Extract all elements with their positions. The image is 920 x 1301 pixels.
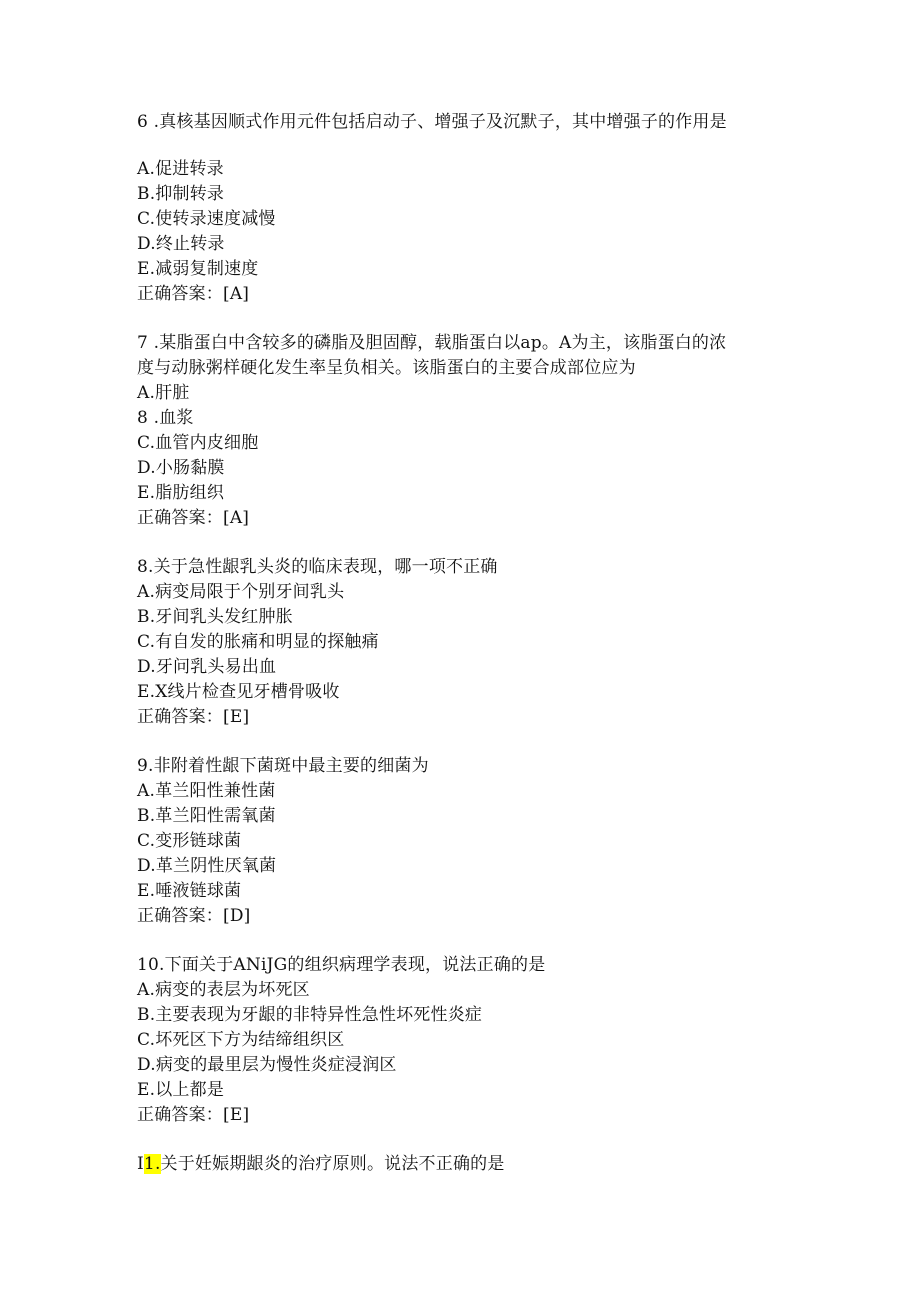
option-c: C.使转录速度减慢 xyxy=(137,209,276,229)
spacer xyxy=(137,929,797,953)
question-stem: 8.关于急性龈乳头炎的临床表现，哪一项不正确 xyxy=(137,557,498,577)
option-a: A.病变的表层为坏死区 xyxy=(137,980,310,1000)
option-b: B.主要表现为牙龈的非特异性急性坏死性炎症 xyxy=(137,1005,483,1025)
question-stem: 10.下面关于ANiJG的组织病理学表现，说法正确的是 xyxy=(137,955,546,975)
question-8 xyxy=(137,555,797,730)
spacer xyxy=(137,1128,797,1152)
option-b: B.抑制转录 xyxy=(137,184,225,204)
question-stem-line-1: 7 .某脂蛋白中含较多的磷脂及胆固醇，载脂蛋白以ap。A为主，该脂蛋白的浓 xyxy=(137,333,727,353)
option-e: E.以上都是 xyxy=(137,1080,225,1100)
option-d: D.革兰阴性厌氧菌 xyxy=(137,856,277,876)
answer-line: 正确答案：[A] xyxy=(137,284,250,304)
option-b: B.革兰阳性需氧菌 xyxy=(137,806,276,826)
stem-text: 关于妊娠期龈炎的治疗原则。说法不正确的是 xyxy=(160,1154,505,1174)
option-e: E.唾液链球菌 xyxy=(137,881,242,901)
option-c: C.有自发的胀痛和明显的探触痛 xyxy=(137,632,379,652)
highlighted-number: 1. xyxy=(143,1154,161,1174)
option-c: C.血管内皮细胞 xyxy=(137,433,259,453)
spacer xyxy=(137,307,797,331)
question-7 xyxy=(137,331,797,531)
spacer xyxy=(137,730,797,754)
option-d: D.病变的最里层为慢性炎症浸润区 xyxy=(137,1055,397,1075)
option-d: D.终止转录 xyxy=(137,234,225,254)
option-e: E.减弱复制速度 xyxy=(137,259,259,279)
option-b: B.牙间乳头发红肿胀 xyxy=(137,607,293,627)
question-stem-line-2: 度与动脉粥样硬化发生率呈负相关。该脂蛋白的主要合成部位应为 xyxy=(137,358,636,378)
question-6 xyxy=(137,110,797,307)
question-stem: 6 .真核基因顺式作用元件包括启动子、增强子及沉默子，其中增强子的作用是 xyxy=(137,112,727,132)
option-d: D.牙问乳头易出血 xyxy=(137,657,277,677)
option-e: E.X线片检查见牙槽骨吸收 xyxy=(137,682,340,702)
option-a: A.病变局限于个别牙间乳头 xyxy=(137,582,345,602)
spacer xyxy=(137,531,797,555)
answer-line: 正确答案：[E] xyxy=(137,1105,250,1125)
question-10 xyxy=(137,953,797,1128)
answer-line: 正确答案：[E] xyxy=(137,707,250,727)
option-a: A.肝脏 xyxy=(137,383,190,403)
option-e: E.脂肪组织 xyxy=(137,483,225,503)
answer-line: 正确答案：[A] xyxy=(137,508,250,528)
option-b: 8 .血浆 xyxy=(137,408,194,428)
document-page xyxy=(137,110,797,1177)
question-stem xyxy=(137,1152,797,1177)
stem-prefix: I xyxy=(137,1154,144,1174)
option-c: C.变形链球菌 xyxy=(137,831,242,851)
option-a: A.促进转录 xyxy=(137,159,224,179)
option-d: D.小肠黏膜 xyxy=(137,458,225,478)
question-9 xyxy=(137,754,797,929)
question-stem: 9.非附着性龈下菌斑中最主要的细菌为 xyxy=(137,756,429,776)
answer-line: 正确答案：[D] xyxy=(137,906,251,926)
option-a: A.革兰阳性兼性菌 xyxy=(137,781,276,801)
question-11 xyxy=(137,1152,797,1177)
option-c: C.坏死区下方为结缔组织区 xyxy=(137,1030,345,1050)
